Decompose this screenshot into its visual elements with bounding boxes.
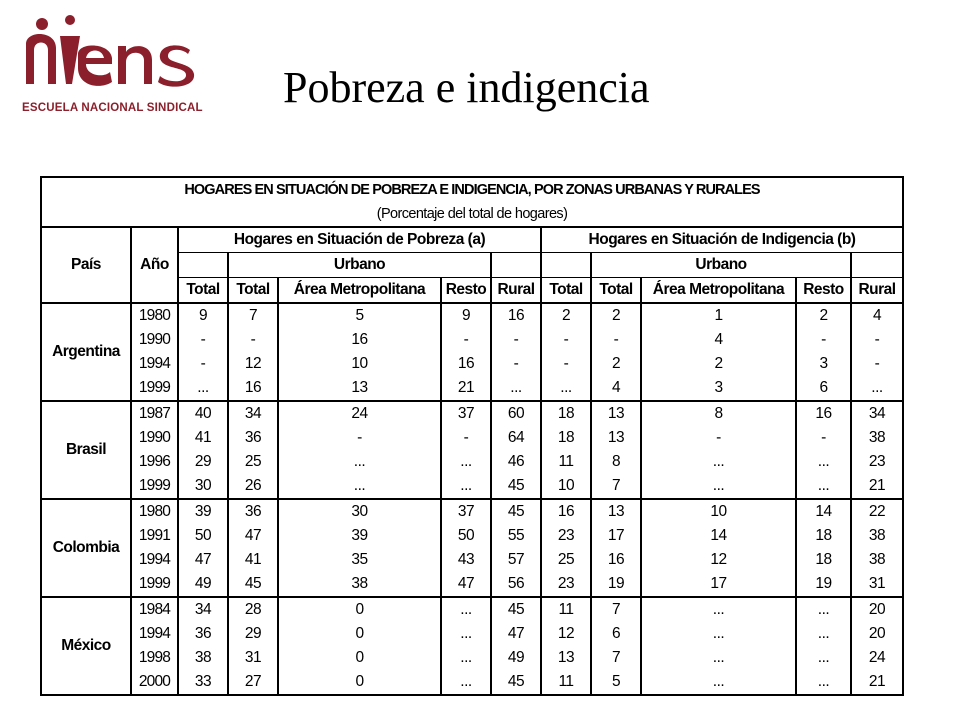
value-cell: ...	[641, 646, 796, 670]
header-anio: Año	[131, 227, 178, 303]
value-cell: 26	[228, 474, 278, 499]
value-cell: 38	[851, 524, 903, 548]
value-cell: 38	[851, 426, 903, 450]
header-indigencia: Hogares en Situación de Indigencia (b)	[541, 227, 903, 253]
value-cell: 3	[796, 352, 851, 376]
value-cell: 19	[796, 572, 851, 597]
value-cell: 13	[278, 376, 441, 401]
year-cell: 1980	[131, 303, 178, 328]
value-cell: -	[541, 328, 591, 352]
year-cell: 1994	[131, 352, 178, 376]
value-cell: ...	[441, 597, 491, 622]
value-cell: 7	[591, 646, 641, 670]
year-cell: 1990	[131, 426, 178, 450]
value-cell: 16	[228, 376, 278, 401]
value-cell: 3	[641, 376, 796, 401]
table-row	[41, 548, 903, 572]
value-cell: 4	[851, 303, 903, 328]
value-cell: ...	[641, 474, 796, 499]
value-cell: ...	[541, 376, 591, 401]
value-cell: 16	[796, 401, 851, 426]
year-cell: 1999	[131, 376, 178, 401]
value-cell: 11	[541, 450, 591, 474]
value-cell: 12	[228, 352, 278, 376]
subheader-resto: Resto	[441, 278, 491, 304]
year-cell: 1994	[131, 622, 178, 646]
logo-name: ESCUELA NACIONAL SINDICAL	[22, 102, 203, 114]
value-cell: 47	[228, 524, 278, 548]
value-cell: -	[796, 328, 851, 352]
year-cell: 1994	[131, 548, 178, 572]
value-cell: 21	[441, 376, 491, 401]
value-cell: 45	[491, 474, 541, 499]
value-cell: 16	[278, 328, 441, 352]
value-cell: 16	[541, 499, 591, 524]
value-cell: 57	[491, 548, 541, 572]
year-cell: 1980	[131, 499, 178, 524]
value-cell: 24	[278, 401, 441, 426]
value-cell: ...	[796, 670, 851, 695]
table-subtitle: (Porcentaje del total de hogares)	[41, 202, 903, 227]
value-cell: 35	[278, 548, 441, 572]
value-cell: -	[178, 328, 228, 352]
value-cell: ...	[178, 376, 228, 401]
value-cell: 39	[278, 524, 441, 548]
value-cell: 39	[178, 499, 228, 524]
value-cell: -	[541, 352, 591, 376]
value-cell: -	[178, 352, 228, 376]
value-cell: 11	[541, 597, 591, 622]
value-cell: 30	[278, 499, 441, 524]
value-cell: 45	[228, 572, 278, 597]
value-cell: 7	[228, 303, 278, 328]
value-cell: ...	[796, 597, 851, 622]
header-pobreza: Hogares en Situación de Pobreza (a)	[178, 227, 541, 253]
value-cell: 10	[278, 352, 441, 376]
value-cell: 23	[541, 572, 591, 597]
value-cell: 8	[591, 450, 641, 474]
value-cell: 16	[441, 352, 491, 376]
value-cell: 12	[641, 548, 796, 572]
value-cell: 28	[228, 597, 278, 622]
value-cell: 5	[591, 670, 641, 695]
subheader-area-metropolitana: Área Metropolitana	[278, 278, 441, 304]
value-cell: 41	[178, 426, 228, 450]
value-cell: 19	[591, 572, 641, 597]
value-cell: ...	[796, 450, 851, 474]
value-cell: 2	[591, 352, 641, 376]
value-cell: -	[851, 352, 903, 376]
value-cell: 37	[441, 499, 491, 524]
value-cell: ...	[278, 474, 441, 499]
country-name: Colombia	[41, 499, 131, 597]
value-cell: 41	[228, 548, 278, 572]
value-cell: 29	[178, 450, 228, 474]
value-cell: 60	[491, 401, 541, 426]
value-cell: 21	[851, 670, 903, 695]
value-cell: 40	[178, 401, 228, 426]
value-cell: 46	[491, 450, 541, 474]
value-cell: -	[491, 352, 541, 376]
value-cell: ...	[796, 622, 851, 646]
value-cell: 18	[541, 426, 591, 450]
value-cell: 18	[796, 524, 851, 548]
value-cell: 0	[278, 670, 441, 695]
value-cell: 38	[851, 548, 903, 572]
value-cell: 50	[441, 524, 491, 548]
value-cell: -	[491, 328, 541, 352]
value-cell: 4	[591, 376, 641, 401]
value-cell: 36	[178, 622, 228, 646]
poverty-table	[40, 176, 904, 696]
table-row	[41, 524, 903, 548]
subheader-total: Total	[178, 278, 228, 304]
value-cell: 17	[641, 572, 796, 597]
value-cell: -	[641, 426, 796, 450]
value-cell: 45	[491, 499, 541, 524]
value-cell: 1	[641, 303, 796, 328]
value-cell: 2	[796, 303, 851, 328]
value-cell: 14	[641, 524, 796, 548]
value-cell: 20	[851, 597, 903, 622]
table-row	[41, 474, 903, 499]
value-cell: 25	[228, 450, 278, 474]
value-cell: 36	[228, 426, 278, 450]
value-cell: 0	[278, 646, 441, 670]
year-cell: 1999	[131, 572, 178, 597]
page-title: Pobreza e indigencia	[283, 63, 650, 112]
value-cell: 24	[851, 646, 903, 670]
value-cell: 17	[591, 524, 641, 548]
year-cell: 1996	[131, 450, 178, 474]
value-cell: 18	[796, 548, 851, 572]
year-cell: 1987	[131, 401, 178, 426]
value-cell: 14	[796, 499, 851, 524]
value-cell: 29	[228, 622, 278, 646]
value-cell: 10	[541, 474, 591, 499]
year-cell: 1991	[131, 524, 178, 548]
value-cell: -	[228, 328, 278, 352]
value-cell: 45	[491, 597, 541, 622]
value-cell: ...	[441, 670, 491, 695]
ens-logo-mark	[20, 14, 210, 100]
table-row	[41, 450, 903, 474]
value-cell: ...	[441, 646, 491, 670]
year-cell: 1990	[131, 328, 178, 352]
header-urbano-indigencia: Urbano	[591, 253, 851, 278]
value-cell: 0	[278, 597, 441, 622]
value-cell: 2	[641, 352, 796, 376]
value-cell: 33	[178, 670, 228, 695]
subheader-total: Total	[541, 278, 591, 304]
table-row	[41, 499, 903, 524]
value-cell: 13	[591, 426, 641, 450]
subheader-rural: Rural	[851, 278, 903, 304]
value-cell: ...	[641, 450, 796, 474]
value-cell: -	[796, 426, 851, 450]
value-cell: -	[441, 426, 491, 450]
table-row	[41, 572, 903, 597]
table-row	[41, 401, 903, 426]
header-pais: País	[41, 227, 131, 303]
value-cell: 31	[228, 646, 278, 670]
year-cell: 1984	[131, 597, 178, 622]
value-cell: 49	[491, 646, 541, 670]
value-cell: ...	[796, 646, 851, 670]
subheader-total-urbano: Total	[228, 278, 278, 304]
value-cell: 6	[796, 376, 851, 401]
value-cell: ...	[641, 597, 796, 622]
value-cell: 13	[541, 646, 591, 670]
value-cell: 7	[591, 597, 641, 622]
table-row	[41, 646, 903, 670]
value-cell: 9	[178, 303, 228, 328]
value-cell: 11	[541, 670, 591, 695]
country-name: Brasil	[41, 401, 131, 499]
value-cell: 47	[491, 622, 541, 646]
value-cell: 12	[541, 622, 591, 646]
value-cell: ...	[851, 376, 903, 401]
value-cell: 36	[228, 499, 278, 524]
value-cell: 27	[228, 670, 278, 695]
value-cell: 34	[178, 597, 228, 622]
value-cell: ...	[441, 450, 491, 474]
value-cell: 55	[491, 524, 541, 548]
value-cell: 7	[591, 474, 641, 499]
value-cell: ...	[491, 376, 541, 401]
value-cell: 38	[278, 572, 441, 597]
year-cell: 1999	[131, 474, 178, 499]
value-cell: 0	[278, 622, 441, 646]
table-row	[41, 622, 903, 646]
value-cell: 34	[228, 401, 278, 426]
value-cell: 10	[641, 499, 796, 524]
country-name: México	[41, 597, 131, 695]
subheader-total-urbano: Total	[591, 278, 641, 304]
table-row	[41, 352, 903, 376]
header-urbano-pobreza: Urbano	[228, 253, 491, 278]
table-row	[41, 670, 903, 695]
value-cell: -	[591, 328, 641, 352]
table-row	[41, 597, 903, 622]
value-cell: 13	[591, 499, 641, 524]
value-cell: 23	[541, 524, 591, 548]
table-row	[41, 426, 903, 450]
value-cell: 37	[441, 401, 491, 426]
value-cell: ...	[796, 474, 851, 499]
value-cell: 38	[178, 646, 228, 670]
value-cell: 22	[851, 499, 903, 524]
value-cell: 56	[491, 572, 541, 597]
year-cell: 1998	[131, 646, 178, 670]
value-cell: -	[441, 328, 491, 352]
value-cell: 4	[641, 328, 796, 352]
value-cell: ...	[641, 670, 796, 695]
value-cell: 47	[178, 548, 228, 572]
value-cell: 16	[591, 548, 641, 572]
subheader-resto: Resto	[796, 278, 851, 304]
table-row	[41, 303, 903, 328]
value-cell: 25	[541, 548, 591, 572]
value-cell: 9	[441, 303, 491, 328]
value-cell: 20	[851, 622, 903, 646]
value-cell: 5	[278, 303, 441, 328]
value-cell: 50	[178, 524, 228, 548]
ens-logo	[20, 14, 210, 114]
value-cell: 2	[541, 303, 591, 328]
value-cell: 13	[591, 401, 641, 426]
value-cell: ...	[441, 622, 491, 646]
subheader-area-metropolitana: Área Metropolitana	[641, 278, 796, 304]
value-cell: 45	[491, 670, 541, 695]
value-cell: -	[278, 426, 441, 450]
value-cell: 47	[441, 572, 491, 597]
value-cell: 49	[178, 572, 228, 597]
value-cell: 23	[851, 450, 903, 474]
table-title: HOGARES EN SITUACIÓN DE POBREZA E INDIGENCIA, POR ZONAS URBANAS Y RURALES	[41, 177, 903, 202]
table-row	[41, 376, 903, 401]
value-cell: 31	[851, 572, 903, 597]
year-cell: 2000	[131, 670, 178, 695]
value-cell: 30	[178, 474, 228, 499]
value-cell: 16	[491, 303, 541, 328]
value-cell: 6	[591, 622, 641, 646]
subheader-rural: Rural	[491, 278, 541, 304]
value-cell: -	[851, 328, 903, 352]
value-cell: 34	[851, 401, 903, 426]
table-row	[41, 328, 903, 352]
value-cell: 43	[441, 548, 491, 572]
value-cell: 64	[491, 426, 541, 450]
value-cell: ...	[278, 450, 441, 474]
value-cell: 2	[591, 303, 641, 328]
value-cell: 8	[641, 401, 796, 426]
value-cell: 21	[851, 474, 903, 499]
value-cell: ...	[641, 622, 796, 646]
value-cell: ...	[441, 474, 491, 499]
country-name: Argentina	[41, 303, 131, 401]
value-cell: 18	[541, 401, 591, 426]
